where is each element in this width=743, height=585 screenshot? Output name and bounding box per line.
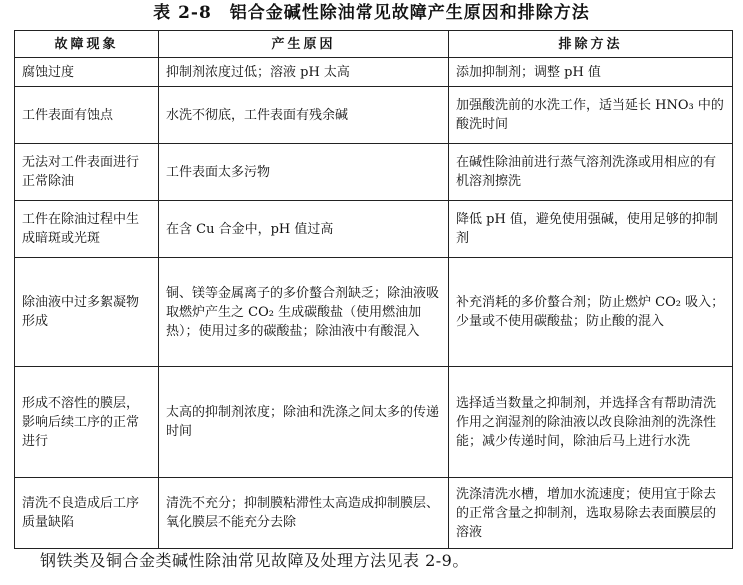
- cause-cell: 清洗不充分；抑制膜粘滞性太高造成抑制膜层、氧化膜层不能充分去除: [159, 478, 449, 549]
- table-caption: 表 2-8 铝合金碱性除油常见故障产生原因和排除方法: [153, 3, 590, 23]
- remedy-cell: 洗涤清洗水槽，增加水流速度；使用宜于除去的正常含量之抑制剂，选取易除去表面膜层的溶液: [449, 478, 733, 549]
- table-row: [15, 58, 733, 87]
- header-phenomenon: 故障现象: [15, 31, 159, 58]
- cause-cell: 在含 Cu 合金中，pH 值过高: [159, 201, 449, 258]
- cause-cell: 太高的抑制剂浓度；除油和洗涤之间太多的传递时间: [159, 367, 449, 478]
- footnote-text: 钢铁类及铜合金类碱性除油常见故障及处理方法见表 2-9。: [40, 551, 469, 570]
- cause-cell: 水洗不彻底，工件表面有残余碱: [159, 87, 449, 144]
- phenomenon-cell: 腐蚀过度: [15, 58, 159, 87]
- header-remedy: 排除方法: [449, 31, 733, 58]
- table-row: [15, 478, 733, 549]
- phenomenon-cell: 清洗不良造成后工序质量缺陷: [15, 478, 159, 549]
- table-row: [15, 87, 733, 144]
- phenomenon-cell: 形成不溶性的膜层，影响后续工序的正常进行: [15, 367, 159, 478]
- phenomenon-cell: 无法对工件表面进行正常除油: [15, 144, 159, 201]
- remedy-cell: 选择适当数量之抑制剂，并选择含有帮助清洗作用之润湿剂的除油液以改良除油剂的洗涤性能；减少传递时间，除油后马上进行水洗: [449, 367, 733, 478]
- table-row: [15, 258, 733, 367]
- remedy-cell: 加强酸洗前的水洗工作，适当延长 HNO₃ 中的酸洗时间: [449, 87, 733, 144]
- fault-table: [14, 30, 733, 549]
- cause-cell: 铜、镁等金属离子的多价螯合剂缺乏；除油液吸取燃炉产生之 CO₂ 生成碳酸盐（使用燃油加热）；使用过多的碳酸盐；除油液中有酸混入: [159, 258, 449, 367]
- remedy-cell: 补充消耗的多价螯合剂；防止燃炉 CO₂ 吸入；少量或不使用碳酸盐；防止酸的混入: [449, 258, 733, 367]
- header-cause: 产生原因: [159, 31, 449, 58]
- table-row: [15, 144, 733, 201]
- cause-cell: 工件表面太多污物: [159, 144, 449, 201]
- remedy-cell: 在碱性除油前进行蒸气溶剂洗涤或用相应的有机溶剂擦洗: [449, 144, 733, 201]
- remedy-cell: 降低 pH 值，避免使用强碱，使用足够的抑制剂: [449, 201, 733, 258]
- cause-cell: 抑制剂浓度过低；溶液 pH 太高: [159, 58, 449, 87]
- table-row: [15, 367, 733, 478]
- phenomenon-cell: 除油液中过多絮凝物形成: [15, 258, 159, 367]
- phenomenon-cell: 工件在除油过程中生成暗斑或光斑: [15, 201, 159, 258]
- table-header-row: [15, 31, 733, 58]
- remedy-cell: 添加抑制剂；调整 pH 值: [449, 58, 733, 87]
- table-row: [15, 201, 733, 258]
- phenomenon-cell: 工件表面有蚀点: [15, 87, 159, 144]
